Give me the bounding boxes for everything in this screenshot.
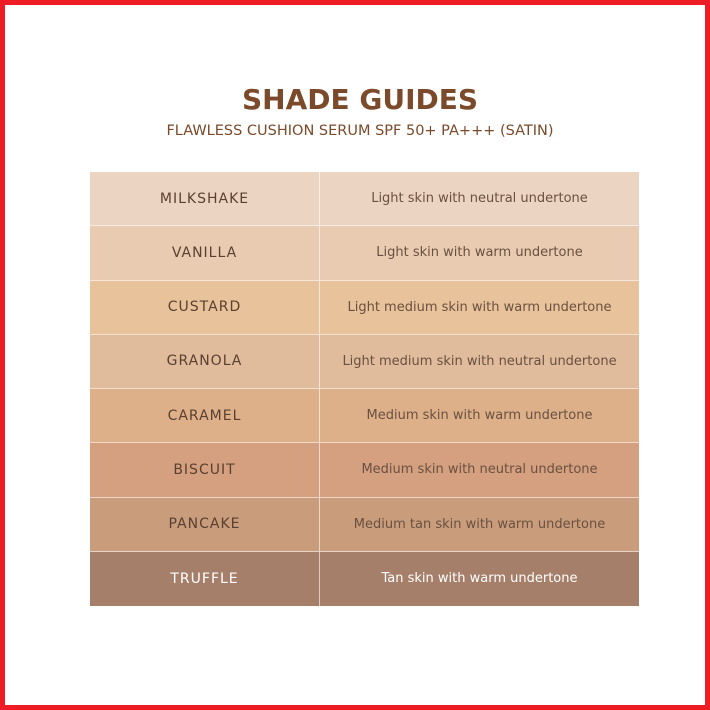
shade-row-biscuit xyxy=(90,443,639,497)
shade-row-vanilla xyxy=(90,226,639,280)
shade-name: CUSTARD xyxy=(90,281,320,334)
shade-name: BISCUIT xyxy=(90,443,320,496)
shade-row-truffle xyxy=(90,552,639,606)
page-title: SHADE GUIDES xyxy=(241,83,479,116)
shade-row-pancake xyxy=(90,498,639,552)
shade-description: Medium skin with neutral undertone xyxy=(361,462,598,478)
shade-name: TRUFFLE xyxy=(90,552,320,606)
shade-name: GRANOLA xyxy=(90,335,320,388)
shade-table xyxy=(90,172,639,606)
shade-name: CARAMEL xyxy=(90,389,320,442)
shade-description: Light medium skin with warm undertone xyxy=(347,299,612,315)
shade-description: Light skin with warm undertone xyxy=(376,245,583,261)
shade-description: Light skin with neutral undertone xyxy=(371,191,588,207)
shade-name: PANCAKE xyxy=(90,498,320,551)
product-subtitle: FLAWLESS CUSHION SERUM SPF 50+ PA+++ (SATIN) xyxy=(166,123,554,139)
shade-row-milkshake xyxy=(90,172,639,226)
shade-row-custard xyxy=(90,281,639,335)
shade-row-granola xyxy=(90,335,639,389)
shade-description: Medium tan skin with warm undertone xyxy=(353,516,606,532)
shade-name: VANILLA xyxy=(90,226,320,279)
shade-description: Tan skin with warm undertone xyxy=(381,571,578,587)
shade-description: Light medium skin with neutral undertone xyxy=(342,353,617,369)
shade-name: MILKSHAKE xyxy=(90,172,320,225)
shade-row-caramel xyxy=(90,389,639,443)
shade-description: Medium skin with warm undertone xyxy=(366,408,593,424)
